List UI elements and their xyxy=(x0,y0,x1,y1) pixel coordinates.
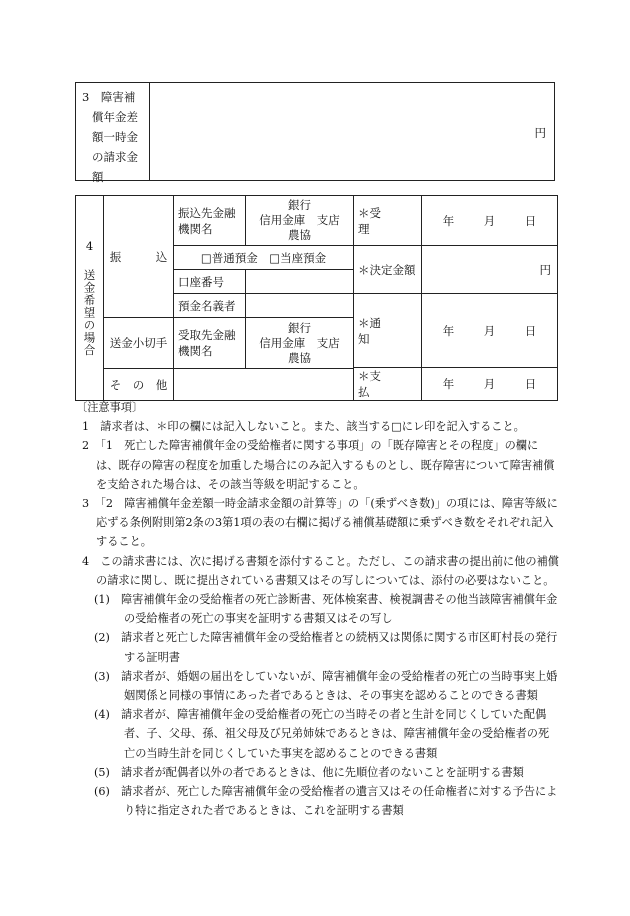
account-number-label: 口座番号 xyxy=(174,270,246,294)
note-item: 1 請求者は、＊印の欄には記入しないこと。また、該当する□にレ印を記入すること。 xyxy=(82,420,525,434)
bank-name-label: 振込先金融機関名 xyxy=(174,196,246,246)
remittance-table xyxy=(75,195,558,401)
notes-section xyxy=(76,398,560,820)
account-holder-field[interactable] xyxy=(246,294,354,318)
remittance-side-label: 4 送金希望の場合 xyxy=(76,196,104,401)
section3-amount-field[interactable] xyxy=(535,125,547,141)
receiver-bank-label: 受取先金融機関名 xyxy=(174,318,246,369)
decision-amount-label: ＊決定金額 xyxy=(354,246,422,294)
note-subitem: (4) 請求者が、障害補償年金の受給権者の死亡の当時その者と生計を同じくしていた配偶者、子、父母、孫、祖父母及び兄弟姉妹であるときは、障害補償年金の受給権者の死亡の当時生計を同じくしていた事実を認めることのできる書類 xyxy=(94,708,550,760)
section3-label-line: 額一時金 xyxy=(92,130,138,144)
kogitte-label: 送金小切手 xyxy=(104,318,174,369)
note-subitem: (1) 障害補償年金の受給権者の死亡診断書、死体検案書、検視調書その他当該障害補償年金の受給権者の死亡の事実を証明する書類又はその写し xyxy=(94,593,558,626)
decision-amount-field[interactable]: 円 xyxy=(422,246,558,294)
account-holder-label: 預金名義者 xyxy=(174,294,246,318)
section3-label xyxy=(82,87,148,187)
payment-label: ＊支 払 xyxy=(354,368,422,401)
section3-label-line: 償年金差 xyxy=(92,110,138,124)
accept-date[interactable]: 年 月 日 xyxy=(422,196,558,246)
receiver-bank-options[interactable]: 銀行 信用金庫 支店 農協 xyxy=(246,318,354,369)
note-subitem: (5) 請求者が配偶者以外の者であるときは、他に先順位者のないことを証明する書類 xyxy=(94,765,524,779)
other-field[interactable] xyxy=(174,369,354,401)
section3-label-line: 3 障害補 xyxy=(82,90,136,104)
payment-date[interactable]: 年 月 日 xyxy=(422,368,558,401)
section3-label-line: の請求金 xyxy=(92,150,138,164)
notes-heading: 〔注意事項〕 xyxy=(76,401,144,414)
deposit-type-checkboxes[interactable]: □普通預金 □当座預金 xyxy=(174,246,354,270)
note-subitem: (2) 請求者と死亡した障害補償年金の受給権者との続柄又は関係に関する市区町村長の発行する証明書 xyxy=(94,631,558,664)
note-item: 3 「2 障害補償年金差額一時金請求金額の計算等」の「(乗ずべき数)」の項には、障害等級に応ずる条例附則第2条の3第1項の表の右欄に掲げる補償基礎額に乗ずべき数をそれぞれ記入すること。 xyxy=(82,497,558,549)
section3-divider xyxy=(149,83,150,180)
account-number-field[interactable] xyxy=(246,270,354,294)
note-subitem: (3) 請求者が、婚姻の届出をしていないが、障害補償年金の受給権者の死亡の当時事実上婚姻関係と同様の事情にあった者であるときは、その事実を認めることのできる書類 xyxy=(94,669,558,703)
furikomi-label: 振 込 xyxy=(104,196,174,318)
accept-label: ＊受 理 xyxy=(354,196,422,246)
note-subitem: (6) 請求者が、死亡した障害補償年金の受給権者の遺言又はその任命権者に対する予告により特に指定された者であるときは、これを証明する書類 xyxy=(94,785,558,818)
notify-label: ＊通 知 xyxy=(354,294,422,368)
note-item: 4 この請求書には、次に掲げる書類を添付すること。ただし、この請求書の提出前に他の補償の請求に関し、既に提出されている書類又はその写しについては、添付の必要はないこと。 xyxy=(82,554,559,587)
note-item: 2 「1 死亡した障害補償年金の受給権者に関する事項」の「既存障害とその程度」の欄には、既存の障害の程度を加重した場合にのみ記入するものとし、既存障害について障害補償を支給された場合は、その該当等級を明記すること。 xyxy=(82,439,555,491)
other-label: そ の 他 xyxy=(104,369,174,401)
yen-unit: 円 xyxy=(534,126,546,140)
section3-box xyxy=(75,82,555,184)
bank-type-options[interactable]: 銀行 信用金庫 支店 農協 xyxy=(246,196,354,246)
notify-date[interactable]: 年 月 日 xyxy=(422,294,558,368)
section3-label-line: 額 xyxy=(92,170,104,184)
